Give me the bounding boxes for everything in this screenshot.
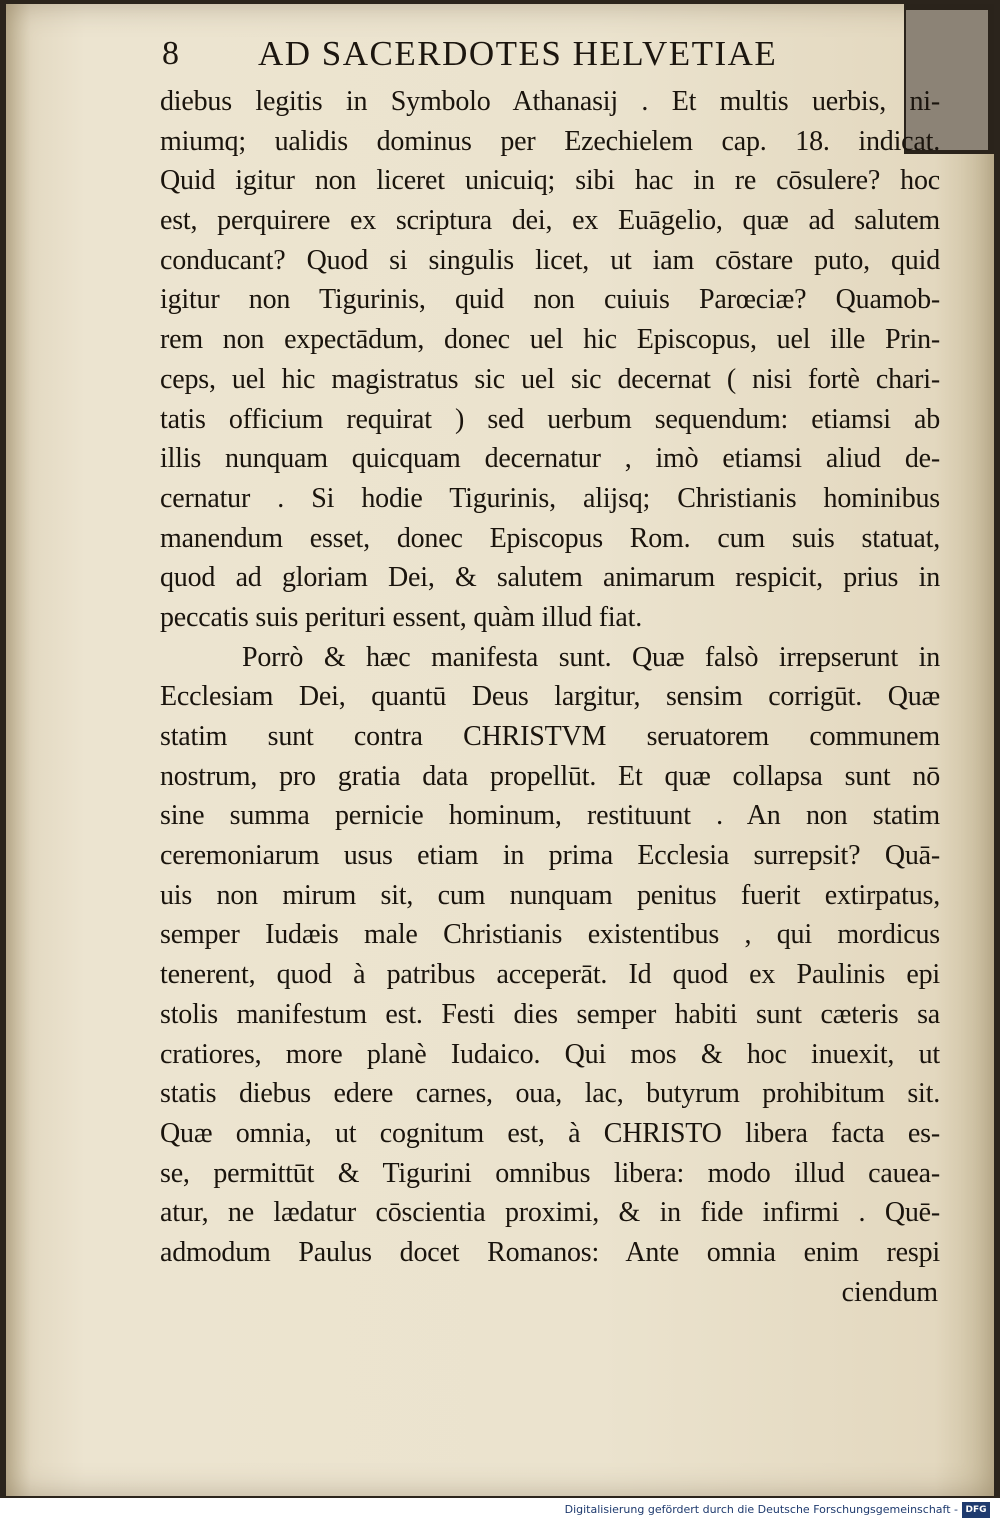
text-line: Ecclesiam Dei, quantū Deus largitur, sensim corrigūt. Quæ: [160, 681, 940, 713]
text-line: quod ad gloriam Dei, & salutem animarum respicit, prius in: [160, 562, 940, 594]
running-head: AD SACERDOTES HELVETIAE: [258, 34, 778, 73]
text-line: miumq; ualidis dominus per Ezechielem cap. 18. indicat.: [160, 125, 940, 157]
text-line: est, perquirere ex scriptura dei, ex Euāgelio, quæ ad salutem: [160, 205, 940, 237]
text-line: cernatur . Si hodie Tigurinis, alijsq; Christianis hominibus: [160, 482, 940, 514]
text-line: diebus legitis in Symbolo Athanasij . Et multis uerbis, ni-: [160, 86, 940, 117]
text-line: ceremoniarum usus etiam in prima Ecclesia surrepsit? Quā-: [160, 840, 940, 872]
text-line-paragraph-start: Porrò & hæc manifesta sunt. Quæ falsò irrepserunt in: [242, 641, 940, 673]
text-line: illis nunquam quicquam decernatur , imò etiamsi aliud de-: [160, 443, 940, 475]
text-line: statis diebus edere carnes, oua, lac, butyrum prohibitum sit.: [160, 1078, 940, 1110]
text-line: stolis manifestum est. Festi dies semper habiti sunt cæteris sa: [160, 998, 940, 1030]
text-line: se, permittūt & Tigurini omnibus libera: modo illud cauea-: [160, 1157, 940, 1189]
page-header: [162, 30, 862, 78]
text-line: uis non mirum sit, cum nunquam penitus fuerit extirpatus,: [160, 879, 940, 911]
text-line: conducant? Quod si singulis licet, ut iam cōstare puto, quid: [160, 244, 940, 276]
text-line: sine summa pernicie hominum, restituunt . An non statim: [160, 800, 940, 832]
text-block: [160, 82, 940, 1313]
funding-note: Digitalisierung gefördert durch die Deutsche Forschungsgemeinschaft -: [564, 1503, 958, 1516]
text-line: ceps, uel hic magistratus sic uel sic decernat ( nisi fortè chari-: [160, 363, 940, 395]
text-line: admodum Paulus docet Romanos: Ante omnia enim respi: [160, 1236, 940, 1268]
catchword: ciendum: [841, 1276, 938, 1308]
page-number: 8: [162, 35, 179, 72]
text-line: tenerent, quod à patribus acceperāt. Id quod ex Paulinis epi: [160, 959, 940, 991]
text-line: peccatis suis perituri essent, quàm illud fiat.: [160, 601, 643, 633]
dfg-logo: DFG: [962, 1502, 990, 1518]
text-line: semper Iudæis male Christianis existentibus , qui mordicus: [160, 919, 940, 951]
text-line: statim sunt contra CHRISTVM seruatorem communem: [160, 721, 940, 752]
text-line: atur, ne lædatur cōscientia proximi, & in fide infirmi . Quē-: [160, 1197, 940, 1229]
text-line: manendum esset, donec Episcopus Rom. cum suis statuat,: [160, 522, 940, 554]
text-line: Quid igitur non liceret unicuiq; sibi hac in re cōsulere? hoc: [160, 165, 940, 197]
text-line: Quæ omnia, ut cognitum est, à CHRISTO libera facta es-: [160, 1117, 940, 1149]
text-line: rem non expectādum, donec uel hic Episcopus, uel ille Prin-: [160, 324, 940, 356]
text-line: igitur non Tigurinis, quid non cuiuis Parœciæ? Quamob-: [160, 284, 940, 316]
text-line: cratiores, more planè Iudaico. Qui mos & hoc inuexit, ut: [160, 1038, 940, 1070]
footer-bar: [0, 1498, 1000, 1523]
text-line: tatis officium requirat ) sed uerbum sequendum: etiamsi ab: [160, 403, 940, 435]
text-line: nostrum, pro gratia data propellūt. Et quæ collapsa sunt nō: [160, 760, 940, 792]
